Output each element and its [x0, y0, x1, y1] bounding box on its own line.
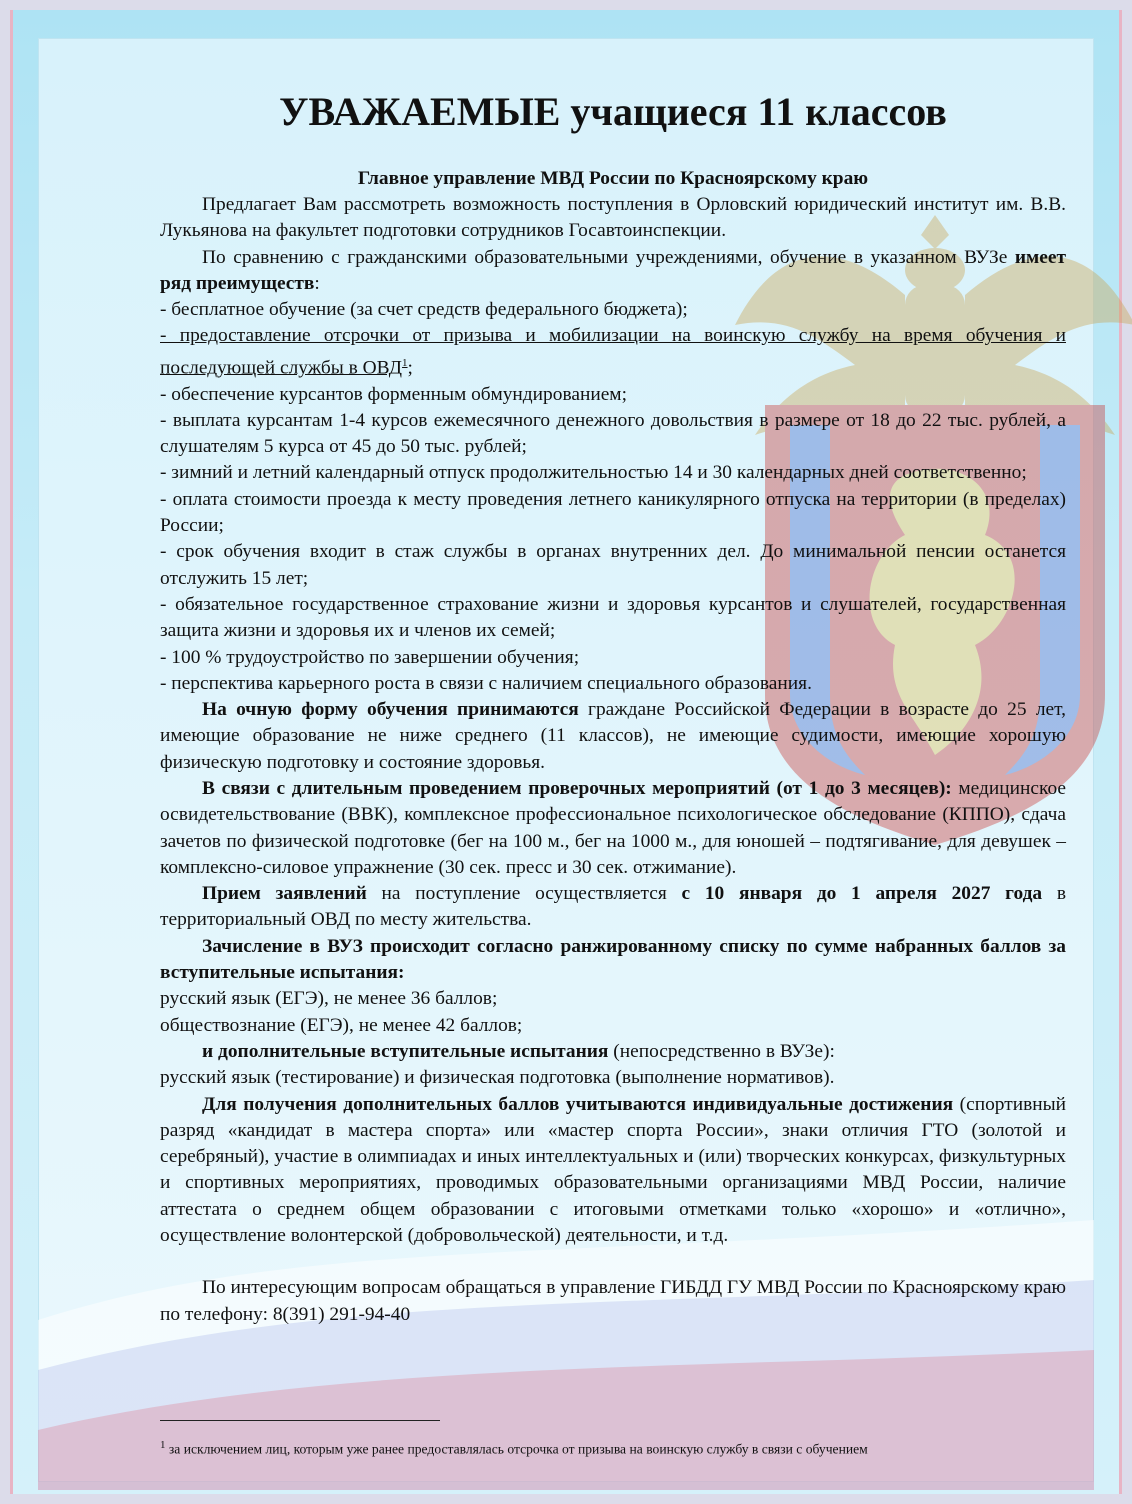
exam-item: русский язык (ЕГЭ), не менее 36 баллов; [160, 988, 498, 1010]
benefit-item: - бесплатное обучение (за счет средств федерального бюджета); [160, 299, 688, 321]
benefit-item: - обязательное государственное страхование жизни и здоровья курсантов и слушателей, государственная защита жизни и здоровья их и членов их семей; [160, 593, 1066, 642]
benefit-item: - обеспечение курсантов форменным обмундированием; [160, 383, 627, 405]
footnote-divider [160, 1420, 440, 1421]
footnote: $^1$ за исключением лиц, которым уже ранее предоставлялась отсрочка от призыва на воинскую службу в связи с обучением [160, 1439, 868, 1457]
benefit-item: - зимний и летний календарный отпуск продолжительностью 14 и 30 календарных дней соответственно; [160, 462, 1027, 484]
exam-item: обществознание (ЕГЭ), не менее 42 баллов; [160, 1014, 523, 1036]
benefit-item: - оплата стоимости проезда к месту проведения летнего каникулярного отпуска на территории (в пределах) России; [160, 488, 1066, 537]
enrollment-paragraph: Зачисление в ВУЗ происходит согласно ранжированному списку по сумме набранных баллов за вступительные испытания: [160, 935, 1066, 984]
benefit-item: - 100 % трудоустройство по завершении обучения; [160, 646, 580, 668]
checks-paragraph: В связи с длительным проведением проверочных мероприятий (от 1 до 3 месяцев): медицинское освидетельствование (ВВК), комплексное профессиональное психологическое обследование (КППО), сдача зачетов по физической подготовке (бег на 100 м., бег на 1000 м., для юношей – подтягивание, для девушек – комплексно-силовое упражнение (30 сек. пресс и 30 сек. отжимание). [160, 778, 1066, 878]
benefit-item: - предоставление отсрочки от призыва и мобилизации на воинскую службу на время обучения и последующей службы в ОВД$^1$; [160, 325, 1066, 379]
achievements-paragraph: Для получения дополнительных баллов учитываются индивидуальные достижения (спортивный разряд «кандидат в мастера спорта» или «мастер спорта России», знаки отличия ГТО (золотой и серебряный), участие в олимпиадах и иных интеллектуальных и (или) творческих конкурсах, физкультурных и спортивных мероприятиях, проводимых образовательными организациями МВД России, наличие аттестата о среднем общем образовании с итоговыми отметками только «хорошо» и «отлично», осуществление волонтерской (добровольческой) деятельности, и т.д. [160, 1093, 1067, 1247]
benefit-item: - перспектива карьерного роста в связи с наличием специального образования. [160, 672, 812, 694]
benefit-item: - выплата курсантам 1-4 курсов ежемесячного денежного довольствия в размере от 18 до 22 тыс. рублей, а слушателям 5 курса от 45 до 50 тыс. рублей; [160, 409, 1066, 458]
applications-paragraph: Прием заявлений на поступление осуществляется с 10 января до 1 апреля 2027 года в территориальный ОВД по месту жительства. [160, 883, 1066, 931]
benefit-item: - срок обучения входит в стаж службы в органах внутренних дел. До минимальной пенсии останется отслужить 15 лет; [160, 541, 1066, 589]
advantages-paragraph: По сравнению с гражданскими образовательными учреждениями, обучение в указанном ВУЗе имеет ряд преимуществ: [160, 246, 1066, 294]
intro-paragraph: Предлагает Вам рассмотреть возможность поступления в Орловский юридический институт им. В.В. Лукьянова на факультет подготовки сотрудников Госавтоинспекции. [160, 194, 1066, 242]
additional-exams-paragraph: и дополнительные вступительные испытания (непосредственно в ВУЗе): [202, 1040, 835, 1062]
page-title: УВАЖАЕМЫЕ учащиеся 11 классов [279, 89, 947, 134]
exam-item: русский язык (тестирование) и физическая подготовка (выполнение нормативов). [160, 1067, 835, 1089]
eligibility-paragraph: На очную форму обучения принимаются граждане Российской Федерации в возрасте до 25 лет, имеющие образование не ниже среднего (11 классов), не имеющие судимости, имеющие хорошую физическую подготовку и состояние здоровья. [160, 699, 1066, 773]
organization-heading: Главное управление МВД России по Красноярскому краю [357, 168, 869, 189]
contact-paragraph: По интересующим вопросам обращаться в управление ГИБДД ГУ МВД России по Красноярскому краю по телефону: 8(391) 291-94-40 [160, 1277, 1066, 1325]
document-body [160, 192, 1066, 1328]
